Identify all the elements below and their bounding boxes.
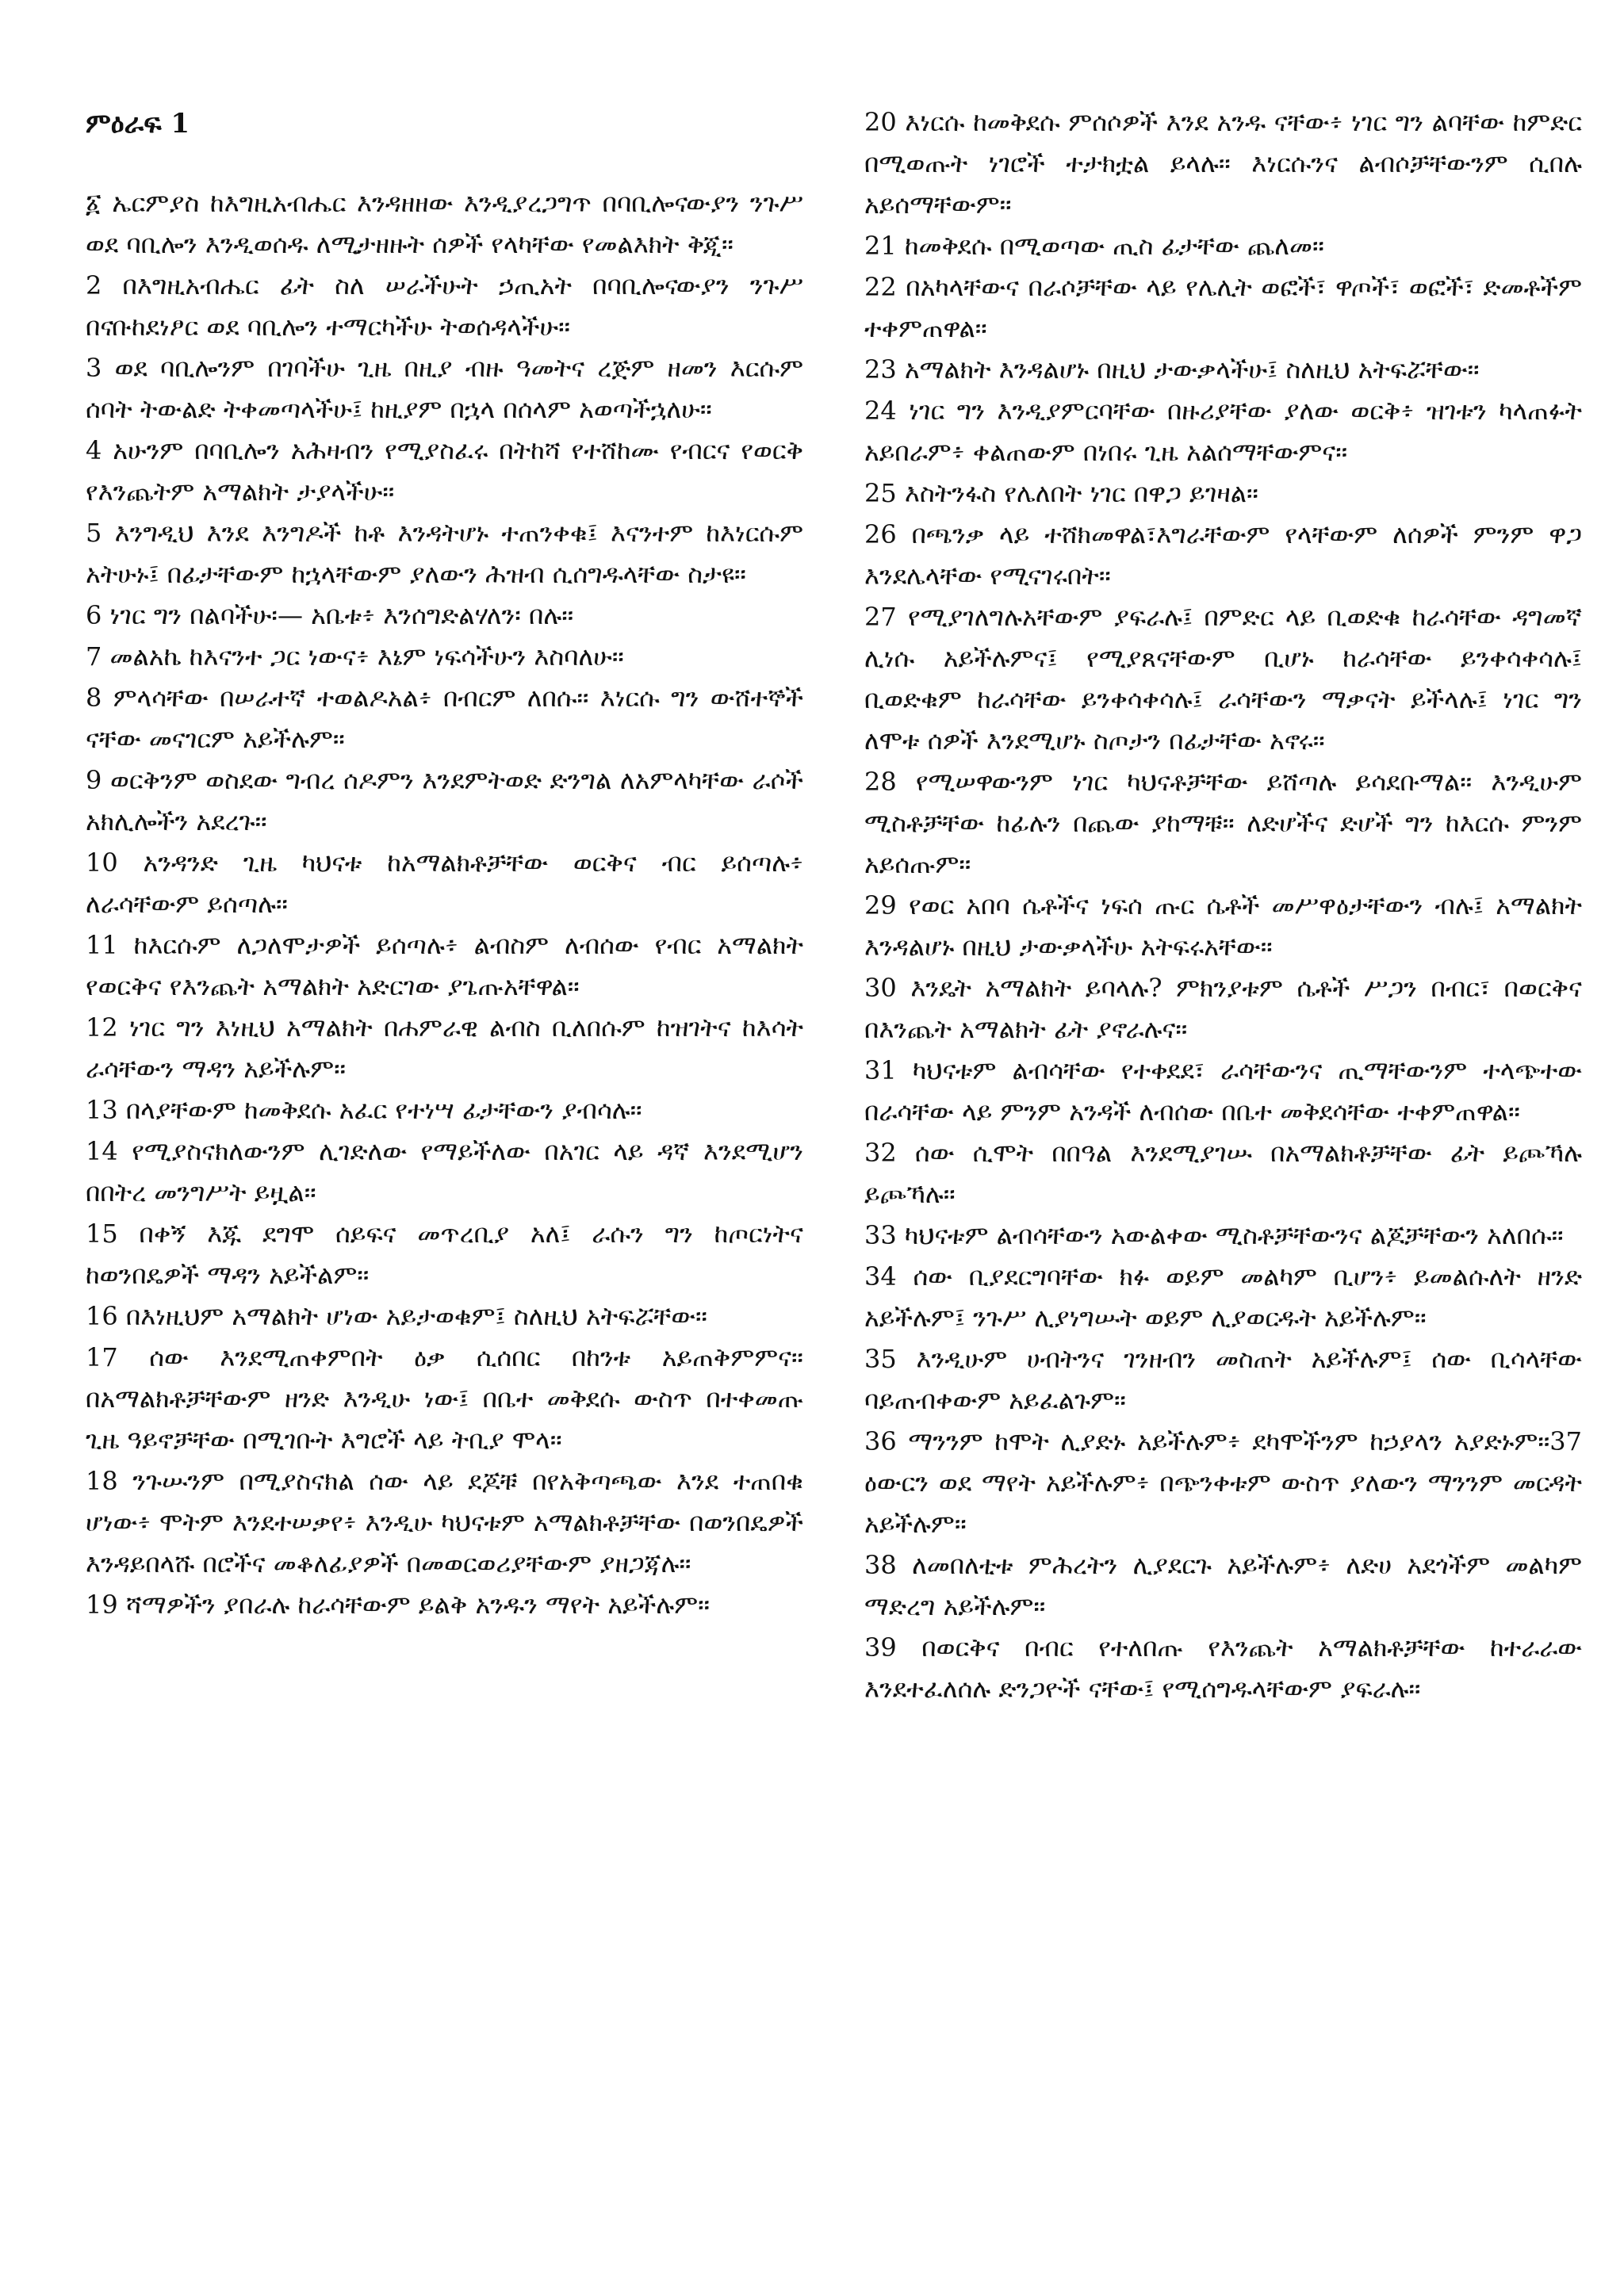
verse: 26 በጫንቃ ላይ ተሸክመዋል፣እግራቸውም የላቸውም ለሰዎች ምንም ዋጋ እንደሌላቸው የሚናገሩበት።: [864, 519, 1582, 591]
verse: 24 ነገር ግን እንዲያምርባቸው በዙሪያቸው ያለው ወርቅ፥ ዝገቱን ካላጠፉት አይበራም፥ ቀልጠውም በነበሩ ጊዜ አልሰማቸውምና።: [864, 396, 1582, 467]
verse: 8 ምላሳቸው በሠራተኛ ተወልዶአል፥ በብርም ለበሱ። እነርሱ ግን ውሸተኞች ናቸው መናገርም አይችሉም።: [86, 683, 803, 754]
verse: 7 መልአኬ ከእናንተ ጋር ነውና፥ እኔም ነፍሳችሁን እስባለሁ።: [86, 641, 624, 672]
verse: 21 ከመቅደሱ በሚወጣው ጢስ ፊታቸው ጨለመ።: [864, 231, 1324, 261]
verse: 11 ከእርሱም ለጋለሞታዎች ይሰጣሉ፥ ልብስም ለብሰው የብር አማልክት የወርቅና የእንጨት አማልክት አድርገው ያጌጡአቸዋል።: [86, 930, 803, 1001]
verse: 18 ንጉሡንም በሚያስናክል ሰው ላይ ደጆቹ በየአቅጣጫው እንደ ተጠበቁ ሆነው፥ ሞትም እንደተሠቃየ፥ እንዲሁ ካህናቱም አማልክቶቻቸው በወንበዴዎች እንዳይበላሹ በሮችና መቆለፊያዎች በመወርወሪያቸውም ያዘጋጃሉ።: [86, 1466, 803, 1578]
verse: 36 ማንንም ከሞት ሊያድኑ አይችሉም፥ ደካሞችንም ከኃያላን አያድኑም።37 ዕውርን ወደ ማየት አይችሉም፥ በጭንቀቱም ውስጥ ያለውን ማንንም መርዳት አይችሉም።: [864, 1426, 1582, 1539]
verse: 29 የወር አበባ ሴቶችና ነፍሰ ጡር ሴቶች መሥዋዕታቸውን ብሉ፤ አማልክት እንዳልሆኑ በዚህ ታውቃላችሁ አትፍሩአቸው።: [864, 890, 1582, 962]
verse: 35 እንዲሁም ሀብትንና ገንዘብን መስጠት አይችሉም፤ ሰው ቢሳላቸው ባይጠብቀውም አይፈልጉም።: [864, 1344, 1582, 1415]
verse: 17 ሰው እንደሚጠቀምበት ዕቃ ሲሰበር በከንቱ አይጠቅምምና። በአማልክቶቻቸውም ዘንድ እንዲሁ ነው፤ በቤተ መቅደሱ ውስጥ በተቀመጡ ጊዜ ዓይኖቻቸው በሚገቡት እግሮች ላይ ትቢያ ሞላ።: [86, 1342, 803, 1455]
verse: 27 የሚያገለግሉአቸውም ያፍራሉ፤ በምድር ላይ ቢወድቁ ከራሳቸው ዳግመኛ ሊነሱ አይችሉምና፤ የሚያጸናቸውም ቢሆኑ ከራሳቸው ይንቀሳቀሳሉ፤ ቢወድቁም ከራሳቸው ይንቀሳቀሳሉ፤ ራሳቸውን ማቃናት ይችላሉ፤ ነገር ግን ለሞቱ ሰዎች እንደሚሆኑ ስጦታን በፊታቸው አኖሩ።: [864, 602, 1582, 756]
verse: 16 በእነዚህም አማልክት ሆነው አይታወቁም፤ ስለዚህ አትፍሯቸው።: [86, 1301, 707, 1331]
verse: 4 አሁንም በባቢሎን አሕዛብን የሚያስፈሩ በትከሻ የተሸከሙ የብርና የወርቅ የእንጨትም አማልክት ታያላችሁ።: [86, 435, 803, 507]
verse: 39 በወርቅና በብር የተለበጡ የእንጨት አማልክቶቻቸው ከተራራው እንደተፈለሰሉ ድንጋዮች ናቸው፤ የሚሰግዱላቸውም ያፍራሉ።: [864, 1632, 1582, 1704]
verse: 33 ካህናቱም ልብሳቸውን አውልቀው ሚስቶቻቸውንና ልጆቻቸውን አለበሱ።: [864, 1220, 1564, 1250]
verse: ፩ ኤርምያስ ከእግዚአብሔር እንዳዘዘው እንዲያረጋግጥ በባቢሎናውያን ንጉሥ ወደ ባቢሎን እንዲወሰዱ ለሚታዘዙት ሰዎች የላካቸው የመልእክት ቅጂ።: [86, 188, 803, 259]
chapter-title: ምዕራፍ 1: [86, 108, 190, 140]
verse: 5 እንግዲህ እንደ እንግዶች ከቶ እንዳትሆኑ ተጠንቀቁ፤ እናንተም ከእነርሱም አትሁኑ፤ በፊታቸውም ከኋላቸውም ያለውን ሕዝብ ሲሰግዱላቸው ስታዩ።: [86, 518, 803, 589]
verse: 15 በቀኝ እጁ ደግሞ ሰይፍና መጥረቢያ አለ፤ ራሱን ግን ከጦርነትና ከወንበዴዎች ማዳን አይችልም።: [86, 1219, 803, 1290]
verse: 38 ለመበለቲቱ ምሕረትን ሊያደርጉ አይችሉም፥ ለድሀ አደጎችም መልካም ማድረግ አይችሉም።: [864, 1550, 1582, 1621]
verse: 12 ነገር ግን እነዚህ አማልክት በሐምራዊ ልብስ ቢለበሱም ከዝገትና ከእሳት ራሳቸውን ማዳን አይችሉም።: [86, 1012, 803, 1084]
verse: 13 በላያቸውም ከመቅደሱ አፈር የተነሣ ፊታቸውን ያብሳሉ።: [86, 1095, 642, 1125]
verse: 2 በእግዚአብሔር ፊት ስለ ሠራችሁት ኃጢአት በባቢሎናውያን ንጉሥ በናቡከደነፆር ወደ ባቢሎን ተማርካችሁ ትወሰዳላችሁ።: [86, 270, 803, 342]
verse: 22 በአካላቸውና በራሶቻቸው ላይ የሌሊት ወፎች፣ ዋጦች፣ ወፎች፣ ድመቶችም ተቀምጠዋል።: [864, 272, 1582, 343]
verse: 6 ነገር ግን በልባችሁ፡— አቤቱ፥ እንሰግድልሃለን፡ በሉ።: [86, 600, 574, 630]
verse: 30 እንዴት አማልክት ይባላሉ? ምክንያቱም ሴቶች ሥጋን በብር፣ በወርቅና በእንጨት አማልክት ፊት ያኖራሉና።: [864, 973, 1582, 1044]
verse: 23 አማልክት እንዳልሆኑ በዚህ ታውቃላችሁ፤ ስለዚህ አትፍሯቸው።: [864, 354, 1480, 385]
verse: 10 አንዳንድ ጊዜ ካህናቱ ከአማልክቶቻቸው ወርቅና ብር ይሰጣሉ፥ ለራሳቸውም ይሰጣሉ።: [86, 848, 803, 919]
verse: 25 እስትንፋስ የሌለበት ነገር በዋጋ ይገዛል።: [864, 478, 1258, 508]
verse: 32 ሰው ሲሞት በበዓል እንደሚያገሡ በአማልክቶቻቸው ፊት ይጮኻሉ ይጮኻሉ።: [864, 1138, 1582, 1209]
verse: 20 እነርሱ ከመቅደሱ ምሰሶዎች እንደ አንዱ ናቸው፥ ነገር ግን ልባቸው ከምድር በሚወጡት ነገሮች ተታክቷል ይላሉ። እነርሱንና ልብሶቻቸውንም ሲበሉ አይሰማቸውም።: [864, 107, 1582, 220]
verse: 9 ወርቅንም ወስደው ግብረ ሰዶምን እንደምትወድ ድንግል ለአምላካቸው ራሶች አክሊሎችን አደረጉ።: [86, 765, 803, 836]
verse: 19 ሻማዎችን ያበራሉ ከራሳቸውም ይልቅ አንዱን ማየት አይችሉም።: [86, 1590, 710, 1620]
left-column: [86, 103, 803, 1625]
verse: 31 ካህናቱም ልብሳቸው የተቀደደ፣ ራሳቸውንና ጢማቸውንም ተላጭተው በራሳቸው ላይ ምንም አንዳች ለብሰው በቤተ መቅደሳቸው ተቀምጠዋል።: [864, 1055, 1582, 1127]
verse: 34 ሰው ቢያደርግባቸው ክፉ ወይም መልካም ቢሆን፥ ይመልሱለት ዘንድ አይችሉም፤ ንጉሥ ሊያነግሡት ወይም ሊያወርዱት አይችሉም።: [864, 1261, 1582, 1333]
verse: 14 የሚያስናክለውንም ሊገድለው የማይችለው በአገር ላይ ዳኛ እንደሚሆን በበትረ መንግሥት ይዟል።: [86, 1136, 803, 1207]
verse: 3 ወደ ባቢሎንም በገባችሁ ጊዜ በዚያ ብዙ ዓመትና ረጅም ዘመን እርሱም ሰባት ትውልድ ትቀመጣላችሁ፤ ከዚያም በኋላ በሰላም አወጣችኋለሁ።: [86, 353, 803, 424]
right-column: [864, 101, 1582, 1709]
verse: 28 የሚሠዋውንም ነገር ካህናቶቻቸው ይሸጣሉ ይሳደቡማል። እንዲሁም ሚስቶቻቸው ከፊሉን በጨው ያከማቹ። ለድሆችና ድሆች ግን ከእርሱ ምንም አይሰጡም።: [864, 767, 1582, 879]
